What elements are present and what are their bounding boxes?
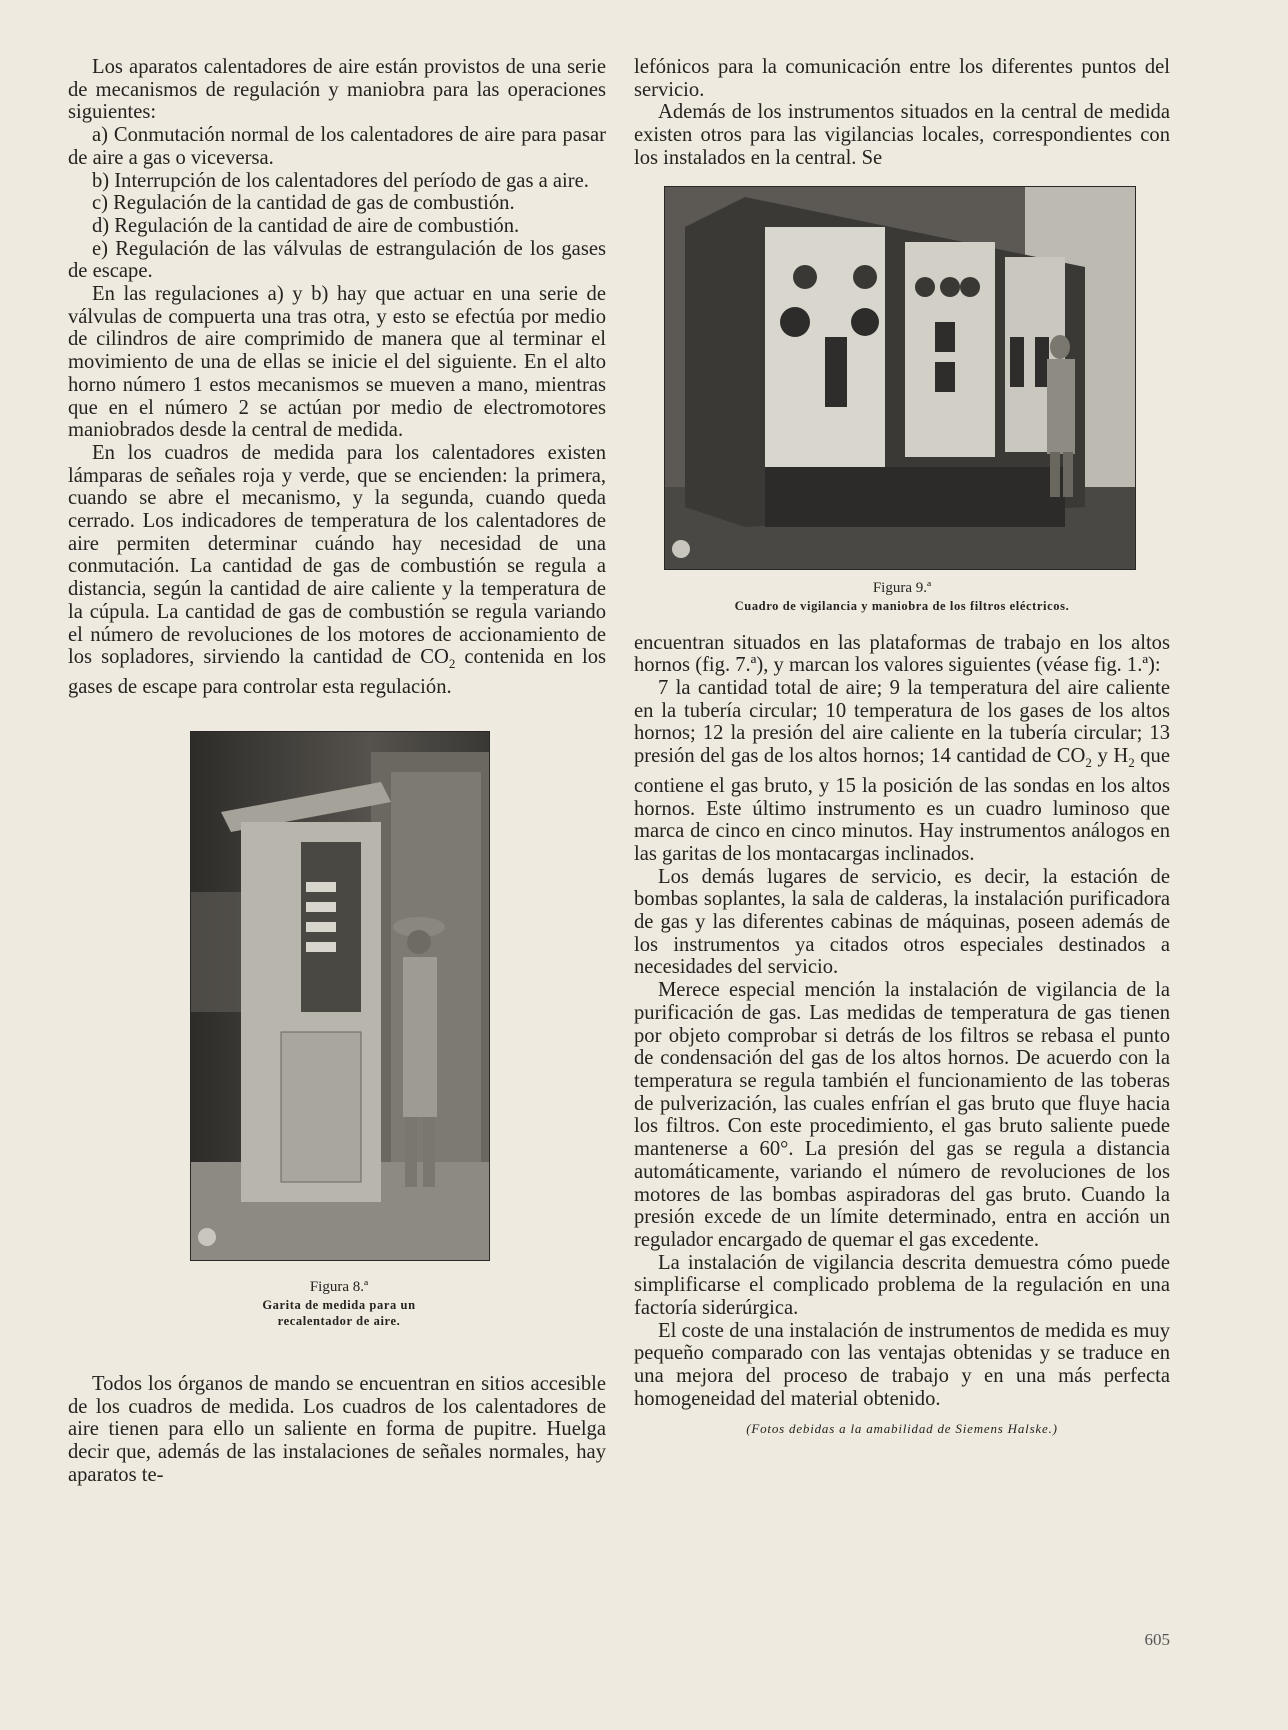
paragraph-cuadros-text-2: contenida en los gases de escape para controlar esta regulación. (68, 646, 606, 699)
list-item-a: a) Conmutación normal de los calentadores de aire para pasar de aire a gas o viceversa. (68, 124, 606, 169)
paragraph-valores-text-mid: y H (1091, 745, 1129, 768)
list-item-c: c) Regulación de la cantidad de gas de combustión. (92, 192, 515, 215)
paragraph-intro: Los aparatos calentadores de aire están provistos de una serie de mecanismos de regulación y maniobra para las operaciones siguientes: (68, 56, 606, 124)
measuring-booth-photo (191, 732, 489, 1260)
figure-9-photo (664, 186, 1136, 570)
paragraph-organos: Todos los órganos de mando se encuentran en sitios accesible de los cuadros de medida. Los cuadros de los calentadores de aire tienen para ello un saliente en forma de pupitre. Huelga decir que, además de las instalaciones de señales normales, hay aparatos te- (68, 1372, 606, 1486)
control-panel-photo (665, 187, 1135, 569)
paragraph-instalacion: La instalación de vigilancia descrita demuestra cómo puede simplificarse el complicado problema de la regulación en una factoría siderúrgica. (634, 1251, 1170, 1320)
co2-subscript: 2 (1085, 755, 1092, 771)
figure-8-photo (190, 731, 490, 1261)
paragraph-cuadros (68, 442, 606, 699)
paragraph-merece: Merece especial mención la instalación de vigilancia de la purificación de gas. Las medidas de temperatura de gas tienen por objeto comprobar si detrás de los filtros se rebasa el punto de condensación del gas de los altos hornos. De acuerdo con la temperatura se regula también el funcionamiento de las toberas de pulverización, las cuales enfrían el gas bruto que fluye hacia los filtros. Con este procedimiento, el gas bruto saliente puede mantenerse a 60°. La presión del gas se regula a distancia automáticamente, variando el número de revoluciones de los motores de las bombas aspiradoras del gas bruto. Cuando la presión excede de un límite determinado, entra en acción un regulador encargado de quemar el gas excedente. (634, 979, 1170, 1251)
list-item-b: b) Interrupción de los calentadores del período de gas a aire. (92, 169, 589, 192)
right-column (634, 56, 1170, 1437)
figure-9-caption: Cuadro de vigilancia y maniobra de los filtros eléctricos. (734, 598, 1070, 613)
paragraph-ademas: Además de los instrumentos situados en la central de medida existen otros para las vigilancias locales, correspondientes con los instalados en la central. Se (634, 101, 1170, 169)
list-item-e: e) Regulación de las válvulas de estrangulación de los gases de escape. (68, 237, 606, 283)
paragraph-demas: Los demás lugares de servicio, es decir, la estación de bombas soplantes, la sala de calderas, la instalación purificadora de gas y las diferentes cabinas de máquinas, poseen además de los instrumentos ya citados otros especiales destinados a necesidades del servicio. (634, 865, 1170, 979)
co2-subscript: 2 (448, 656, 456, 672)
paragraph-encuentran: encuentran situados en las plataformas de trabajo en los altos hornos (fig. 7.ª), y marcan los valores siguientes (véase fig. 1.ª): (634, 631, 1170, 677)
figure-8 (68, 731, 606, 1329)
photo-credit: (Fotos debidas a la amabilidad de Siemens Halske.) (746, 1420, 1058, 1436)
figure-8-caption: Garita de medida para un recalentador de aire. (262, 1297, 416, 1328)
figure-8-title: Figura 8.ª (309, 1278, 369, 1295)
figure-9-title: Figura 9.ª (872, 579, 932, 596)
paragraph-regulaciones: En las regulaciones a) y b) hay que actuar en una serie de válvulas de compuerta una tras otra, y esto se efectúa por medio de cilindros de aire comprimido de manera que al terminar el movimiento de una de ellas se inicie el del siguiente. En el alto horno número 1 estos mecanismos se mueven a mano, mientras que en el número 2 se actúan por medio de electromotores maniobrados desde la central de medida. (68, 283, 606, 442)
paragraph-valores-text-1: 7 la cantidad total de aire; 9 la temperatura del aire caliente en la tubería circular; 10 temperatura de los gases de los altos hornos; 12 la presión del aire caliente en la tubería circular; 13 presión del gas de los altos hornos; 14 cantidad de CO (634, 676, 1170, 768)
paragraph-valores (634, 677, 1170, 866)
paragraph-coste: El coste de una instalación de instrumentos de medida es muy pequeño comparado con las ventajas obtenidas y se traduce en una mejora del proceso de trabajo y en una más perfecta homogeneidad del material obtenido. (634, 1319, 1170, 1410)
h2-subscript: 2 (1128, 755, 1135, 771)
page-number: 605 (1144, 1630, 1170, 1649)
left-column (68, 56, 606, 1486)
figure-9 (634, 186, 1170, 614)
paragraph-valores-text-2: que contiene el gas bruto, y 15 la posición de las sondas en los altos hornos. Este último instrumento es un cuadro luminoso que marca de cinco en cinco minutos. Hay instrumentos análogos en las garitas de los montacargas inclinados. (634, 745, 1170, 865)
list-item-d: d) Regulación de la cantidad de aire de combustión. (92, 214, 520, 237)
paragraph-cuadros-text-1: En los cuadros de medida para los calentadores existen lámparas de señales roja y verde, que se encienden: la primera, cuando se abre el mecanismo, y la segunda, cuando queda cerrado. Los indicadores de temperatura de los calentadores de aire permiten determinar cuándo hay necesidad de una conmutación. La cantidad de gas de combustión se regula a distancia, según la cantidad de aire caliente y la temperatura de la cúpula. La cantidad de gas de combustión se regula variando el número de revoluciones de los motores de accionamiento de los sopladores, sirviendo la cantidad de CO (68, 441, 606, 669)
paragraph-continuation: lefónicos para la comunicación entre los diferentes puntos del servicio. (634, 56, 1170, 101)
